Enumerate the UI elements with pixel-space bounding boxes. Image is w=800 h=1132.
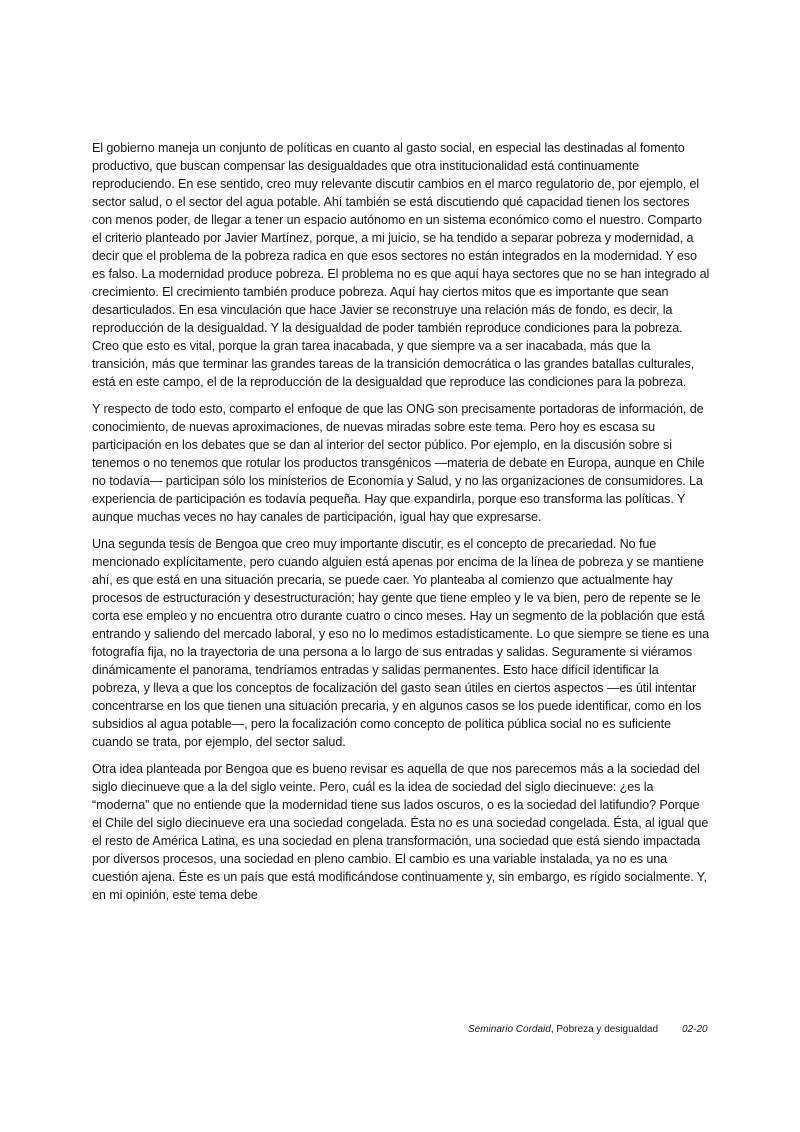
paragraph-1: El gobierno maneja un conjunto de políticas en cuanto al gasto social, en especial las destinadas al fomento productivo, que buscan compensar las desigualdades que otra institucionalidad está continuamente reproduciendo. En ese sentido, creo muy relevante discutir cambios en el marco regulatorio de, por ejemplo, el sector salud, o el sector del agua potable. Ahí también se está discutiendo qué capacidad tienen los sectores con menos poder, de llegar a tener un espacio autónomo en un sistema económico como el nuestro. Comparto el criterio planteado por Javier Martínez, porque, a mi juicio, se ha tendido a separar pobreza y modernidad, a decir que el problema de la pobreza radica en que esos sectores no están integrados en la modernidad. Y eso es falso. La modernidad produce pobreza. El problema no es que aquí haya sectores que no se han integrado al crecimiento. El crecimiento también produce pobreza. Aquí hay ciertos mitos que es importante que sean desarticulados. En esa vinculación que hace Javier se reconstruye una relación más de fondo, es decir, la reproducción de la desigualdad. Y la desigualdad de poder también reproduce condiciones para la pobreza. Creo que esto es vital, porque la gran tarea inacabada, y que siempre va a ser inacabada, más que la transición, más que terminar las grandes tareas de la transición democrática o las grandes batallas culturales, está en este campo, el de la reproducción de la desigualdad que reproduce las condiciones para la pobreza. — [92, 141, 710, 389]
paragraph-4: Otra idea planteada por Bengoa que es bueno revisar es aquella de que nos parecemos más a la sociedad del siglo diecinueve que a la del siglo veinte. Pero, cuál es la idea de sociedad del siglo diecinueve: ¿es la “moderna” que no entiende que la modernidad tiene sus lados oscuros, o es la sociedad del latifundio? Porque el Chile del siglo diecinueve era una sociedad congelada. Ésta no es una sociedad congelada. Ésta, al igual que el resto de América Latina, es una sociedad en plena transformación, una sociedad que está siendo impactada por diversos procesos, una sociedad en pleno cambio. El cambio es una variable instalada, ya no es una cuestión ajena. Éste es un país que está modificándose continuamente y, sin embargo, es rígido socialmente. Y, en mi opinión, este tema debe — [92, 762, 709, 902]
footer-page-number: 02-20 — [682, 1024, 708, 1035]
paragraph-2: Y respecto de todo esto, comparto el enfoque de que las ONG son precisamente portadoras de información, de conocimiento, de nuevas aproximaciones, de nuevas miradas sobre este tema. Pero hoy es escasa su participación en los debates que se dan al interior del sector público. Por ejemplo, en la discusión sobre si tenemos o no tenemos que rotular los productos transgénicos —materia de debate en Europa, aunque en Chile no todavía— participan sólo los ministerios de Economía y Salud, y no las organizaciones de consumidores. La experiencia de participación es todavía pequeña. Hay que expandirla, porque eso transforma las políticas. Y aunque muchas veces no hay canales de participación, igual hay que expresarse. — [92, 402, 705, 524]
body-text — [92, 139, 710, 913]
page-footer — [468, 1023, 800, 1039]
footer-series-title: Seminario Cordaid — [468, 1024, 551, 1035]
paragraph-3: Una segunda tesis de Bengoa que creo muy importante discutir, es el concepto de precariedad. No fue mencionado explícitamente, pero cuando alguien está apenas por encima de la línea de pobreza y se mantiene ahí, es que está en una situación precaria, se puede caer. Yo planteaba al comienzo que actualmente hay procesos de estructuración y desestructuración; hay gente que tiene empleo y le va bien, pero de repente se le corta ese empleo y no encuentra otro durante cuatro o cinco meses. Hay un segmento de la población que está entrando y saliendo del mercado laboral, y eso no lo medimos estadísticamente. Lo que siempre se tiene es una fotografía fija, no la trayectoria de una persona a lo largo de sus entradas y salidas. Seguramente si viéramos dinámicamente el panorama, tendríamos entradas y salidas permanentes. Esto hace difícil identificar la pobreza, y lleva a que los conceptos de focalización del gasto sean útiles en ciertos aspectos —es útil intentar concentrarse en los que tienen una situación precaria, y en algunos casos se los puede identificar, como en los subsidios al agua potable—, pero la focalización como concepto de política pública social no es suficiente cuando se trata, por ejemplo, del sector salud. — [92, 537, 710, 749]
footer-series-subtitle: , Pobreza y desigualdad — [550, 1024, 659, 1035]
